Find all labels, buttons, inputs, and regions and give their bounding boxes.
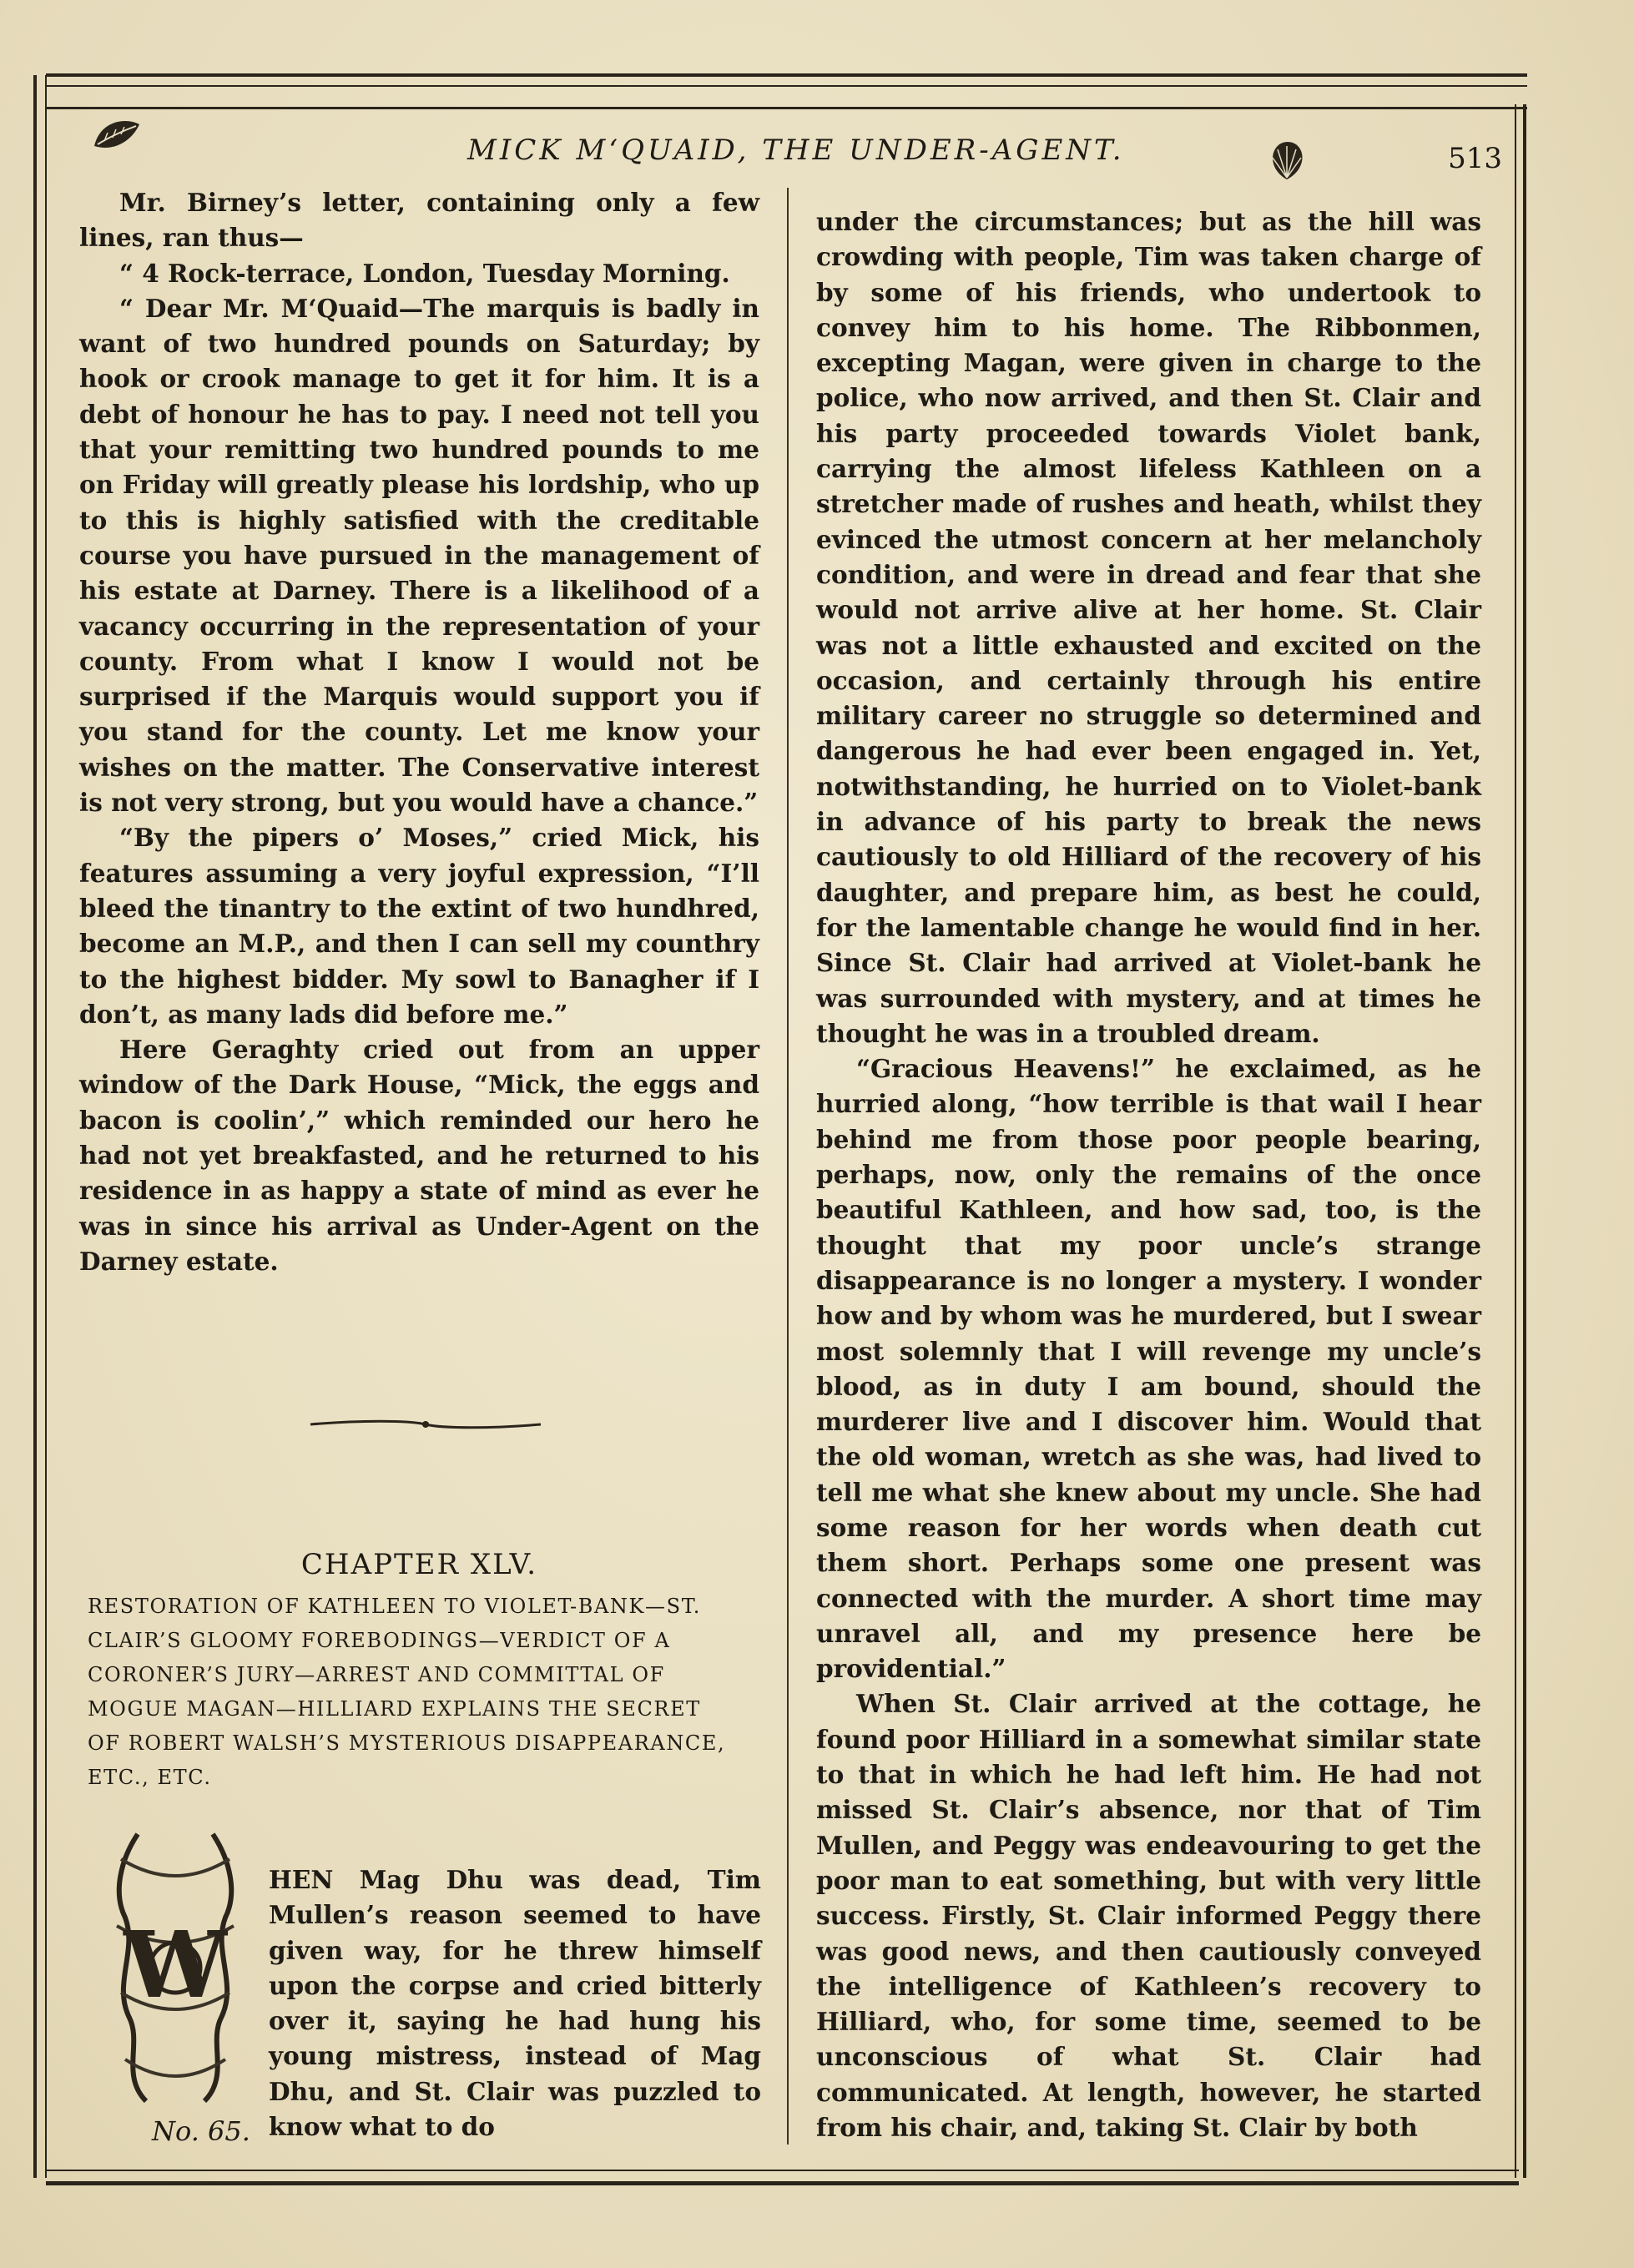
- left-column: [79, 185, 759, 1279]
- paragraph: Mr. Birney’s letter, containing only a few lines, ran thus—: [79, 188, 759, 253]
- chapter-opening-text: [269, 1862, 761, 2145]
- signature-number: No. 65.: [152, 2115, 250, 2147]
- top-double-rule: [46, 73, 1527, 87]
- chapter-title: CHAPTER XLV.: [300, 1548, 538, 1581]
- drop-cap-letter: W: [124, 1911, 227, 2019]
- chapter-summary: [88, 1590, 759, 1795]
- summary-line: ETC., ETC.: [88, 1766, 212, 1789]
- header-underline-rule: [46, 107, 1527, 109]
- leaf-ornament-icon: [88, 113, 146, 159]
- summary-line: OF ROBERT WALSH’S MYSTERIOUS DISAPPEARANCE,: [88, 1731, 726, 1755]
- paragraph: under the circumstances; but as the hill was crowding with people, Tim was taken charge of by some of his friends, who undertook to convey him to his home. The Ribbonmen, excepting Magan, were given in charge to the police, who now arrived, and then St. Clair and his party proceeded towards Violet bank, carrying the almost lifeless Kathleen on a stretcher made of rushes and heath, whilst they evinced the utmost concern at her melancholy condition, and were in dread and fear that she would not arrive alive at her home. St. Clair was not a little exhausted and excited on the occasion, and certainly through his entire military career no struggle so determined and dangerous he had ever been engaged in. Yet, notwithstanding, he hurried on to Violet-bank in advance of his party to break the news cautiously to old Hilliard of the recovery of his daughter, and prepare him, as best he could, for the lamentable change he would find in her. Since St. Clair had arrived at Violet-bank he was surrounded with mystery, and at times he thought he was in a troubled dream.: [816, 207, 1481, 1048]
- summary-line: MOGUE MAGAN—HILLIARD EXPLAINS THE SECRET: [88, 1697, 701, 1721]
- bottom-double-rule: [46, 2170, 1519, 2185]
- paragraph: Here Geraghty cried out from an upper window of the Dark House, “Mick, the eggs and bacon is coolin’,” which reminded our hero he had not yet breakfasted, and he returned to his residence in as happy a state of mind as ever he was in since his arrival as Under-Agent on the Darney estate.: [79, 1035, 759, 1276]
- page-number: 513: [1448, 142, 1502, 175]
- right-column: [816, 204, 1481, 2145]
- left-border-rule: [33, 75, 47, 2178]
- running-title: MICK M‘QUAID, THE UNDER-AGENT.: [467, 134, 1125, 167]
- section-divider-ornament: [309, 1419, 542, 1430]
- paragraph: HEN Mag Dhu was dead, Tim Mullen’s reason seemed to have given way, for he threw himself upon the corpse and cried bitterly over it, saying he had hung his young mistress, instead of Mag Dhu, and St. Clair was puzzled to know what to do: [269, 1865, 761, 2142]
- paragraph: “Gracious Heavens!” he exclaimed, as he hurried along, “how terrible is that wail I hear behind me from those poor people bearing, perhaps, now, only the remains of the once beautiful Kathleen, and how sad, too, is the thought that my poor uncle’s strange disappearance is no longer a mystery. I wonder how and by whom was he murdered, but I swear most solemnly that I will revenge my uncle’s blood, as in duty I am bound, should the murderer live and I discover him. Would that the old woman, wretch as she was, had lived to tell me what she knew about my uncle. She had some reason for her words when death cut them short. Perhaps some one present was connected with the murder. A short time may unravel all, and my presence here be providential.”: [816, 1054, 1481, 1684]
- summary-line: CLAIR’S GLOOMY FOREBODINGS—VERDICT OF A: [88, 1629, 671, 1652]
- column-divider: [787, 188, 789, 2145]
- paragraph: “ Dear Mr. M‘Quaid—The marquis is badly in want of two hundred pounds on Saturday; by hook or crook manage to get it for him. It is a debt of honour he has to pay. I need not tell you that your remitting two hundred pounds to me on Friday will greatly please his lordship, who up to this is highly satisfied with the creditable course you have pursued in the management of his estate at Darney. There is a likelihood of a vacancy occurring in the representation of your county. From what I know I would not be surprised if the Marquis would support you if you stand for the county. Let me know your wishes on the matter. The Conservative interest is not very strong, but you would have a chance.”: [79, 293, 759, 818]
- paragraph: “By the pipers o’ Moses,” cried Mick, his features assuming a very joyful expression, “I’ll bleed the tinantry to the extint of two hundhred, become an M.P., and then I can sell my counthry to the highest bidder. My sowl to Banagher if I don’t, as many lads did before me.”: [79, 823, 759, 1029]
- paragraph: When St. Clair arrived at the cottage, he found poor Hilliard in a somewhat similar state to that in which he had left him. He had not missed St. Clair’s absence, nor that of Tim Mullen, and Peggy was endeavouring to get the poor man to eat something, but with very little success. Firstly, St. Clair informed Peggy there was good news, and then cautiously conveyed the intelligence of Kathleen’s recovery to Hilliard, who, for some time, seemed to be unconscious of what St. Clair had communicated. At length, however, he started from his chair, and, taking St. Clair by both: [816, 1689, 1481, 2143]
- summary-line: CORONER’S JURY—ARREST AND COMMITTAL OF: [88, 1663, 665, 1686]
- shell-ornament-icon: [1264, 138, 1310, 184]
- letter-dateline: “ 4 Rock-terrace, London, Tuesday Morning.: [119, 258, 730, 288]
- ornamental-drop-cap-icon: [88, 1826, 263, 2109]
- summary-line: RESTORATION OF KATHLEEN TO VIOLET-BANK—ST.: [88, 1595, 702, 1618]
- right-border-rule: [1515, 104, 1526, 2178]
